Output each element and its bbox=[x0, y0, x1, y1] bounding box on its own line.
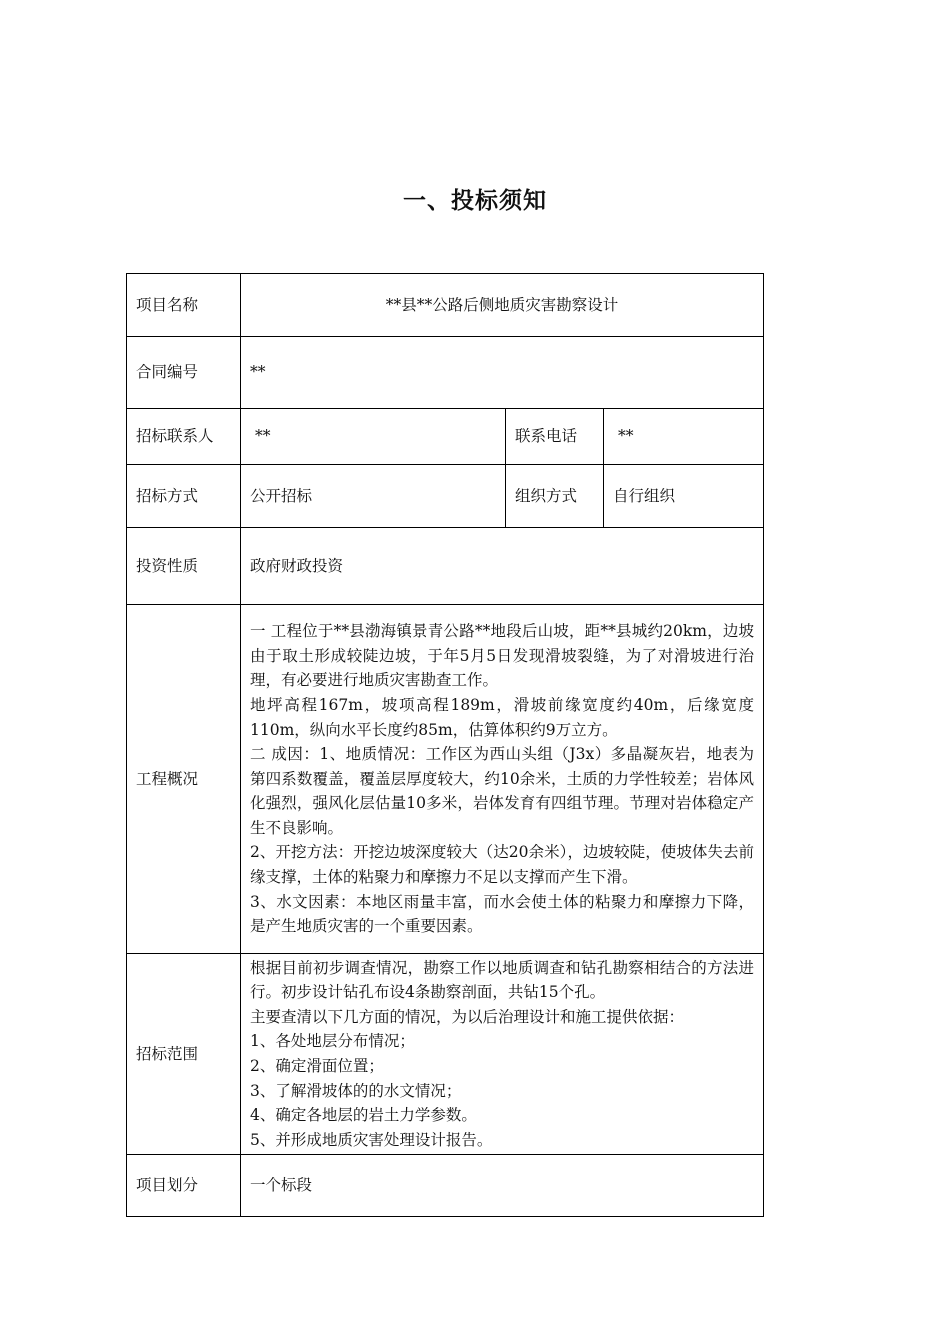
row-overview bbox=[127, 605, 764, 954]
row-investment bbox=[127, 528, 764, 605]
scope-label: 招标范围 bbox=[127, 954, 241, 1155]
scope-paragraph: 主要查清以下几方面的情况，为以后治理设计和施工提供依据： bbox=[250, 1007, 685, 1026]
overview-paragraph: 2、开挖方法：开挖边坡深度较大（达20余米），边坡较陡，使坡体失去前缘支撑，土体的粘聚力和摩擦力不足以支撑而产生下滑。 bbox=[250, 843, 755, 887]
project-name-label: 项目名称 bbox=[127, 274, 241, 337]
row-division bbox=[127, 1155, 764, 1217]
phone-value: ** bbox=[604, 409, 764, 465]
contact-label: 招标联系人 bbox=[127, 409, 241, 465]
scope-content bbox=[241, 954, 764, 1155]
investment-label: 投资性质 bbox=[127, 528, 241, 605]
row-contact bbox=[127, 409, 764, 465]
scope-item: 5、并形成地质灾害处理设计报告。 bbox=[250, 1130, 493, 1149]
division-label: 项目划分 bbox=[127, 1155, 241, 1217]
page-title: 一、投标须知 bbox=[403, 188, 547, 214]
investment-value: 政府财政投资 bbox=[241, 528, 764, 605]
overview-content bbox=[241, 605, 764, 954]
bidding-info-table bbox=[126, 273, 764, 1217]
row-contract-no bbox=[127, 337, 764, 409]
overview-label: 工程概况 bbox=[127, 605, 241, 954]
bidding-method-value: 公开招标 bbox=[241, 465, 506, 528]
phone-label: 联系电话 bbox=[506, 409, 604, 465]
scope-item: 2、确定滑面位置； bbox=[250, 1057, 384, 1075]
scope-item: 4、确定各地层的岩土力学参数。 bbox=[250, 1106, 477, 1125]
contract-no-label: 合同编号 bbox=[127, 337, 241, 409]
scope-paragraph: 根据目前初步调查情况，勘察工作以地质调查和钻孔勘察相结合的方法进行。初步设计钻孔布设4条勘察剖面，共钻15个孔。 bbox=[250, 958, 755, 1002]
scope-item: 3、了解滑坡体的的水文情况； bbox=[250, 1081, 462, 1100]
row-scope bbox=[127, 954, 764, 1155]
org-method-value: 自行组织 bbox=[604, 465, 764, 528]
contact-value: ** bbox=[241, 409, 506, 465]
row-project-name bbox=[127, 274, 764, 337]
division-value: 一个标段 bbox=[241, 1155, 764, 1217]
contract-no-value: ** bbox=[241, 337, 764, 409]
org-method-label: 组织方式 bbox=[506, 465, 604, 528]
bidding-method-label: 招标方式 bbox=[127, 465, 241, 528]
project-name-value: **县**公路后侧地质灾害勘察设计 bbox=[241, 274, 764, 337]
overview-paragraph: 3、水文因素：本地区雨量丰富，而水会使土体的粘聚力和摩擦力下降，是产生地质灾害的一个重要因素。 bbox=[250, 892, 755, 936]
overview-paragraph: 一 工程位于**县渤海镇景青公路**地段后山坡，距**县城约20km，边坡由于取土形成较陡边坡，于年5月5日发现滑坡裂缝，为了对滑坡进行治理，有必要进行地质灾害勘查工作。 bbox=[250, 622, 755, 690]
overview-paragraph: 地坪高程167m，坡项高程189m，滑坡前缘宽度约40m，后缘宽度110m，纵向水平长度约85m，估算体积约9万立方。 bbox=[250, 695, 755, 739]
overview-paragraph: 二 成因：1、地质情况：工作区为西山头组（J3x）多晶凝灰岩，地表为第四系数覆盖，覆盖层厚度较大，约10余米，土质的力学性较差；岩体风化强烈，强风化层估量10多米，岩体发育有四组节理。节理对岩体稳定产生不良影响。 bbox=[250, 745, 755, 837]
row-bidding-method bbox=[127, 465, 764, 528]
scope-item: 1、各处地层分布情况； bbox=[250, 1032, 415, 1051]
